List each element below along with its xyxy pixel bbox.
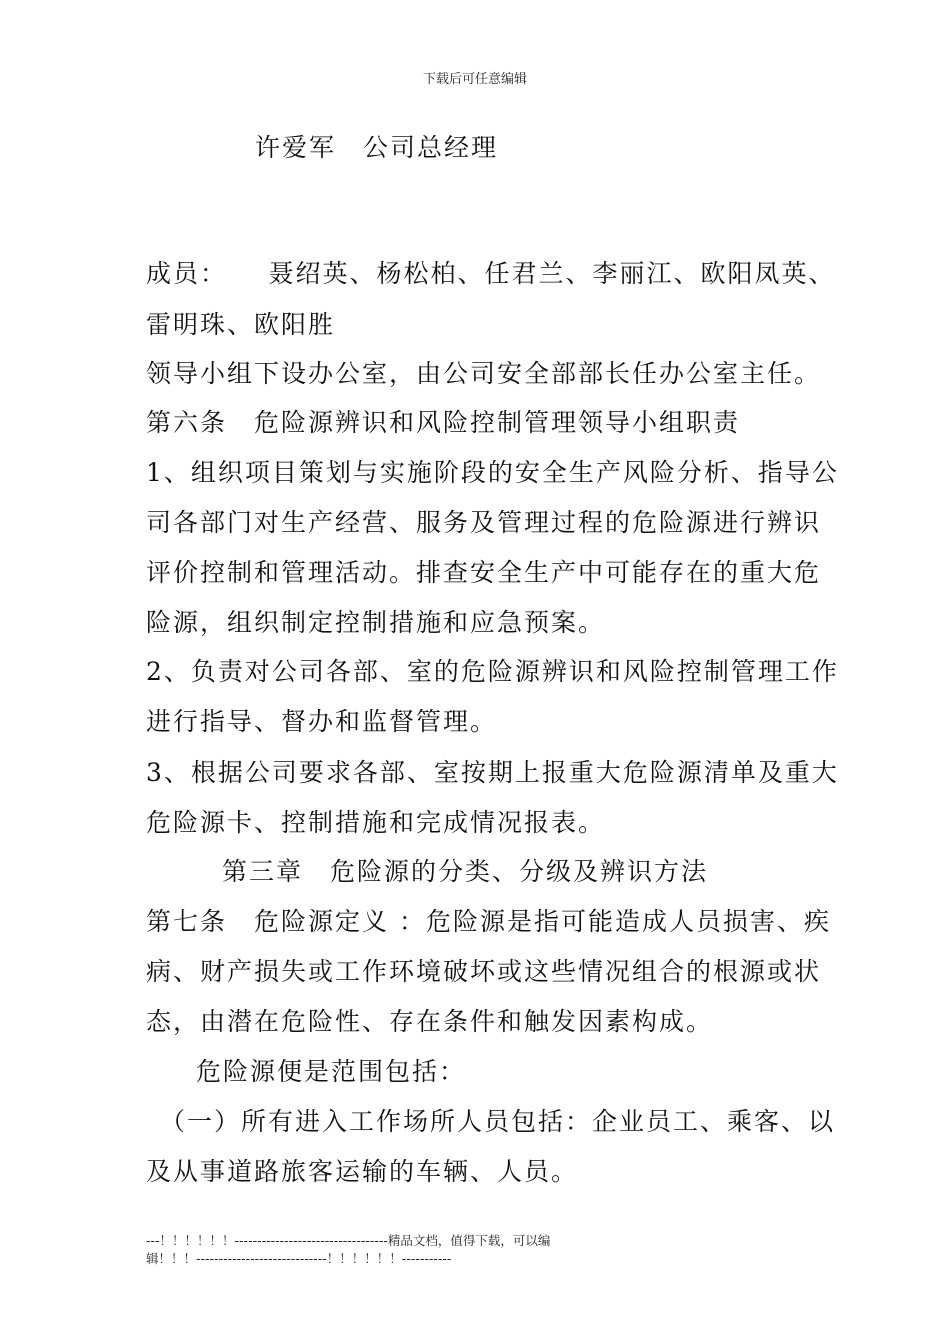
duty-3-line-1: 3、根据公司要求各部、室按期上报重大危险源清单及重大 [146,758,839,787]
article-seven-line-2: 病、财产损失或工作环境破坏或这些情况组合的根源或状 [146,957,822,986]
scope-item-1-line-1: （一）所有进入工作场所人员包括：企业员工、乘客、以 [160,1107,836,1136]
header-note: 下载后可任意编辑 [422,72,527,87]
footer-line-2: 辑！！！-----------------------------！！！！！！----------- [146,1251,452,1266]
duty-3-line-2: 危险源卡、控制措施和完成情况报表。 [146,808,606,837]
footer-line-1: ---！！！！！！----------------------------------精品文档，值得下载，可以编 [146,1233,551,1248]
article-seven-line-1: 第七条 危险源定义 ：危险源是指可能造成人员损害、疾 [146,907,831,936]
article-six-heading: 第六条 危险源辨识和风险控制管理领导小组职责 [146,408,741,437]
members-line-cont: 雷明珠、欧阳胜 [146,310,336,339]
members-line: 成员： 聂绍英、杨松柏、任君兰、李丽江、欧阳凤英、 [146,259,836,288]
duty-1-line-2: 司各部门对生产经营、服务及管理过程的危险源进行辨识 [146,508,822,537]
duty-2-line-2: 进行指导、督办和监督管理。 [146,707,498,736]
scope-item-1-line-2: 及从事道路旅客运输的车辆、人员。 [146,1157,579,1186]
duty-1-line-4: 险源，组织制定控制措施和应急预案。 [146,608,606,637]
office-line: 领导小组下设办公室，由公司安全部部长任办公室主任。 [146,359,822,388]
scope-intro-line: 危险源便是范围包括： [196,1057,467,1086]
duty-1-line-3: 评价控制和管理活动。排查安全生产中可能存在的重大危 [146,558,822,587]
chapter-three-heading: 第三章 危险源的分类、分级及辨识方法 [222,857,709,886]
leader-line: 许爱军 公司总经理 [255,133,499,162]
article-seven-line-3: 态，由潜在危险性、存在条件和触发因素构成。 [146,1007,714,1036]
duty-1-line-1: 1、组织项目策划与实施阶段的安全生产风险分析、指导公 [146,458,839,487]
duty-2-line-1: 2、负责对公司各部、室的危险源辨识和风险控制管理工作 [146,657,839,686]
